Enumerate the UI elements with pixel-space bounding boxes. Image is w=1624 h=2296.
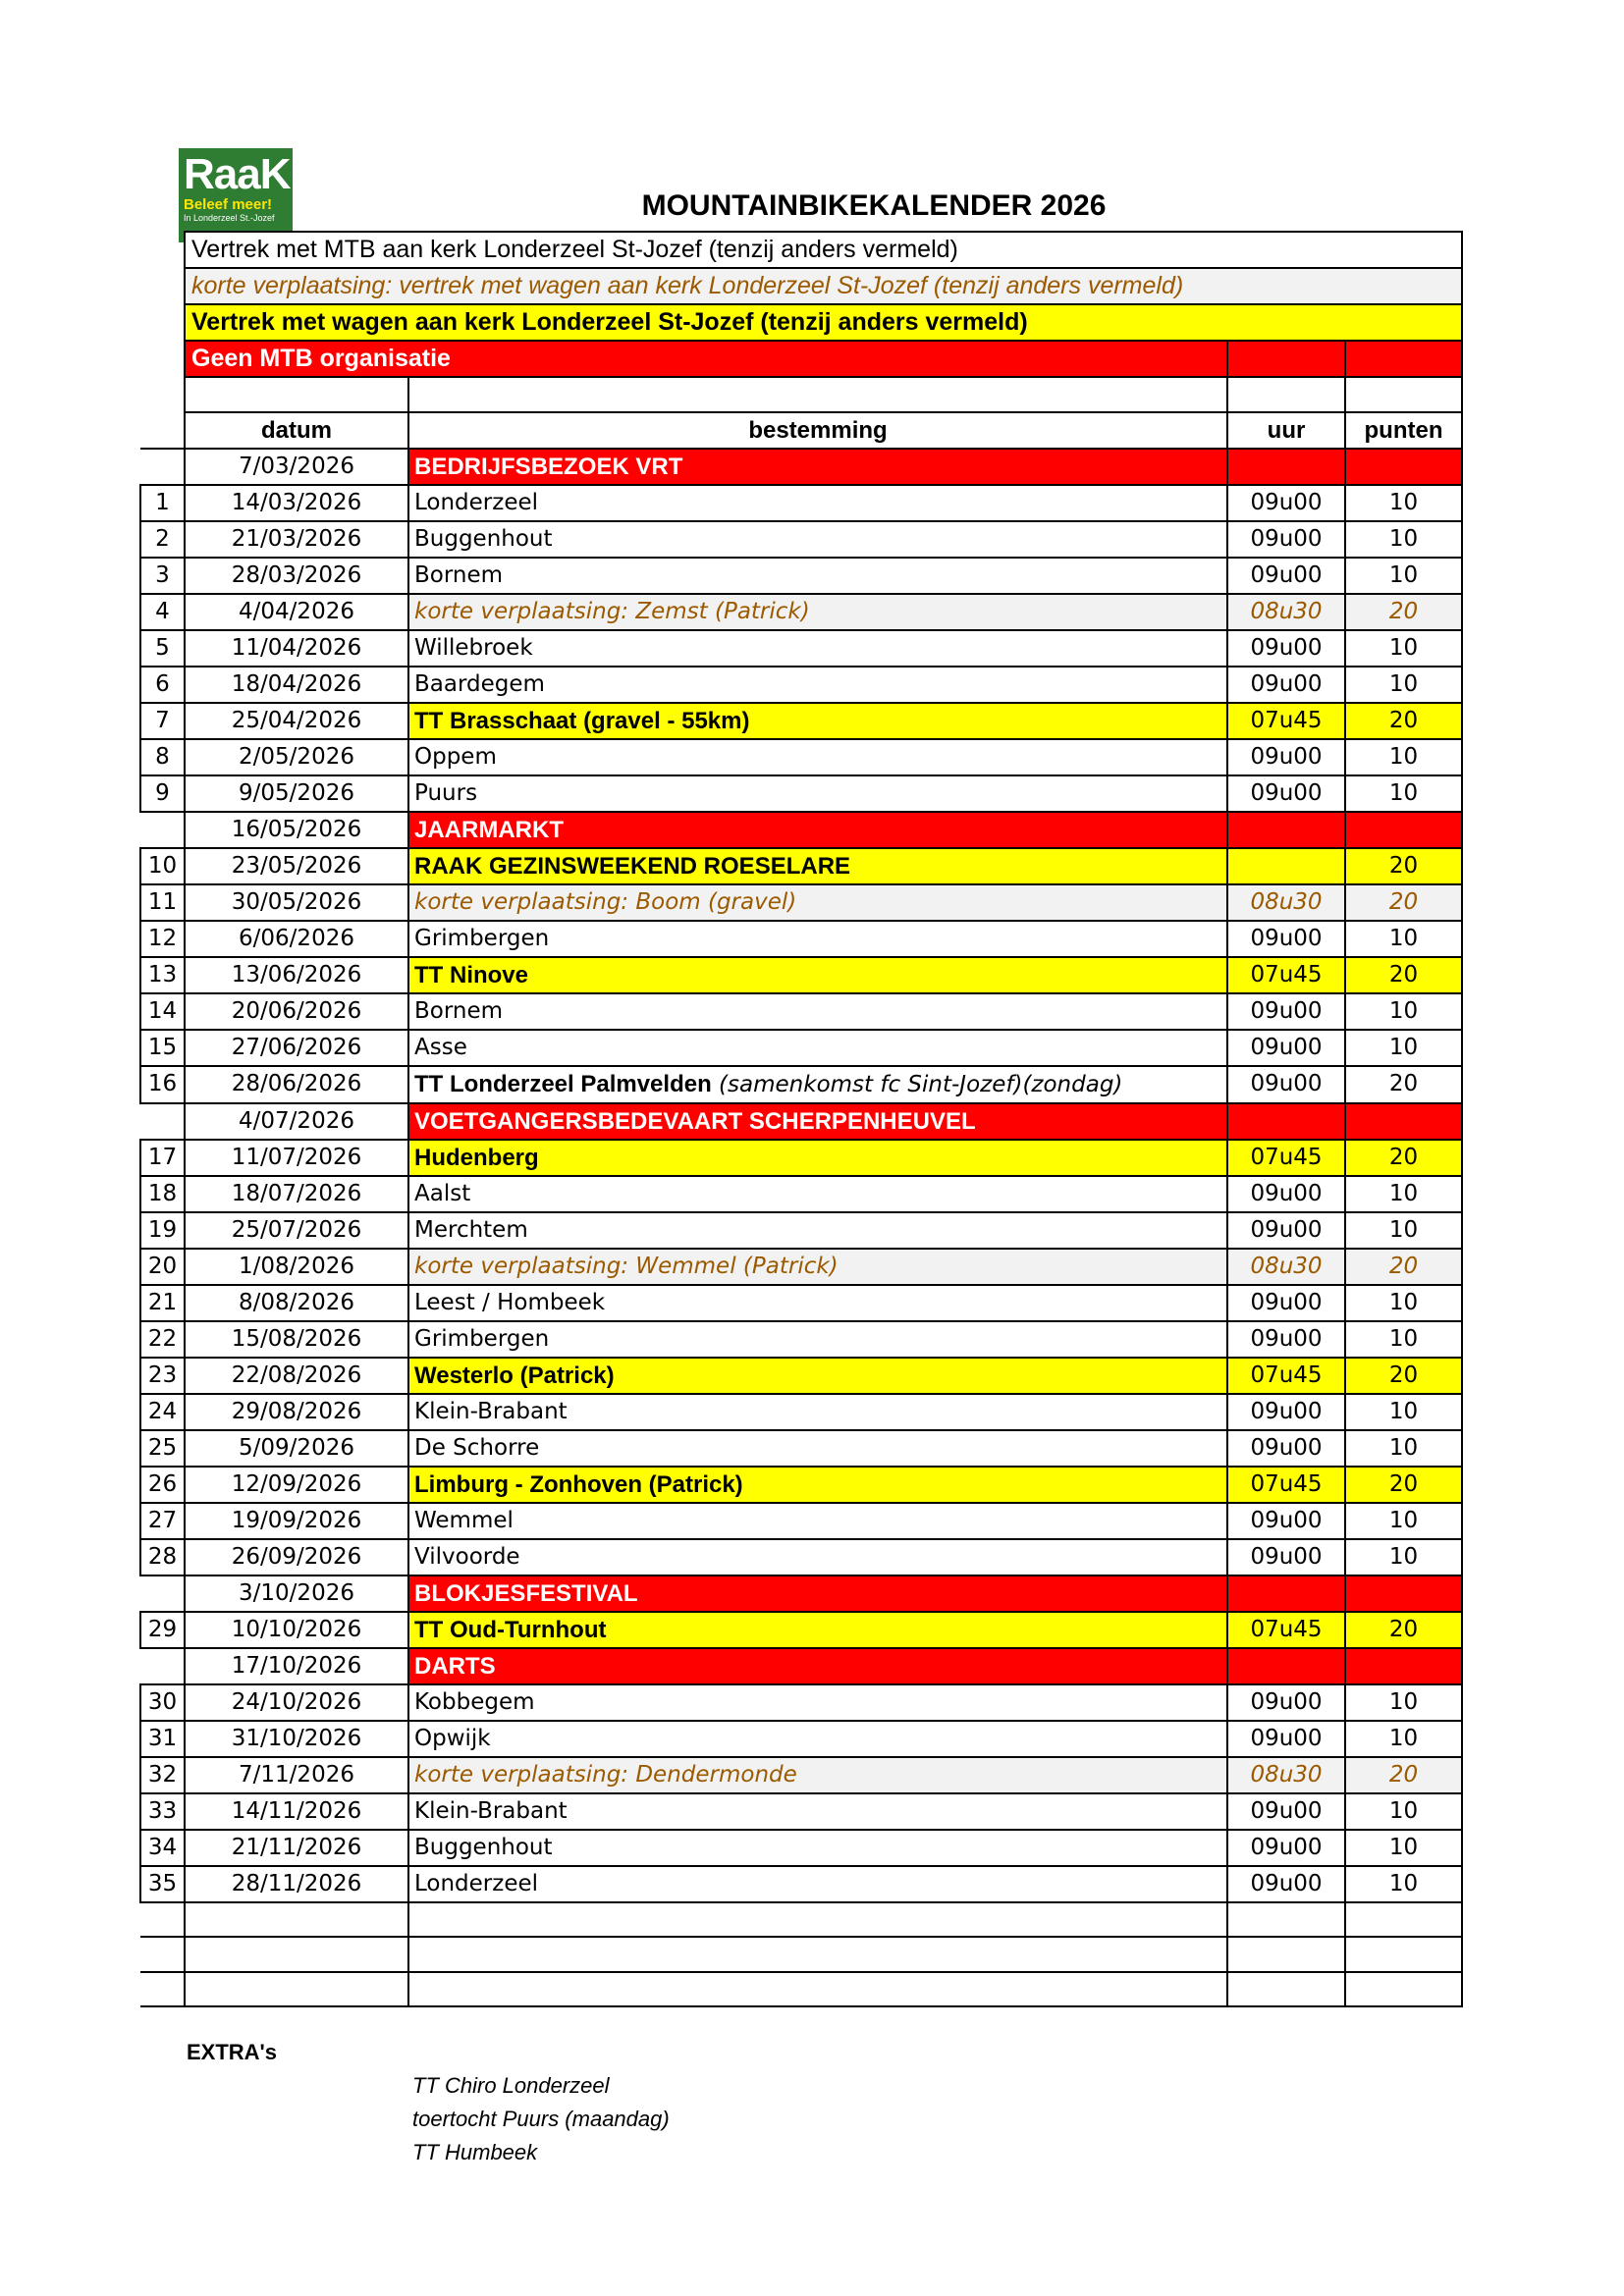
row-bestemming: Merchtem xyxy=(408,1212,1227,1249)
row-number: 32 xyxy=(140,1757,185,1793)
row-uur: 09u00 xyxy=(1227,1721,1345,1757)
row-datum: 28/03/2026 xyxy=(185,558,408,594)
row-uur: 09u00 xyxy=(1227,667,1345,703)
row-punten xyxy=(1345,812,1462,848)
table-row xyxy=(140,1285,1462,1321)
row-number: 34 xyxy=(140,1830,185,1866)
row-bestemming: Hudenberg xyxy=(408,1140,1227,1176)
row-uur: 09u00 xyxy=(1227,993,1345,1030)
row-uur: 07u45 xyxy=(1227,1140,1345,1176)
table-row xyxy=(140,1467,1462,1503)
row-uur: 09u00 xyxy=(1227,1684,1345,1721)
row-punten: 20 xyxy=(1345,594,1462,630)
row-uur xyxy=(1227,1902,1345,1938)
row-datum: 29/08/2026 xyxy=(185,1394,408,1430)
row-number: 24 xyxy=(140,1394,185,1430)
row-punten: 10 xyxy=(1345,1684,1462,1721)
row-punten: 10 xyxy=(1345,1321,1462,1358)
row-uur xyxy=(1227,1103,1345,1140)
legend-row-mtb xyxy=(140,232,1462,268)
row-punten: 10 xyxy=(1345,630,1462,667)
row-uur: 09u00 xyxy=(1227,1539,1345,1575)
table-row xyxy=(140,775,1462,812)
row-uur: 07u45 xyxy=(1227,1467,1345,1503)
row-number: 33 xyxy=(140,1793,185,1830)
row-datum xyxy=(185,1902,408,1938)
row-bestemming: BLOKJESFESTIVAL xyxy=(408,1575,1227,1612)
row-punten xyxy=(1345,1937,1462,1972)
row-uur: 07u45 xyxy=(1227,957,1345,993)
spacer-row xyxy=(140,377,1462,412)
row-uur: 09u00 xyxy=(1227,1866,1345,1902)
row-punten xyxy=(1345,1648,1462,1684)
row-bestemming: Bornem xyxy=(408,993,1227,1030)
row-punten: 20 xyxy=(1345,884,1462,921)
row-datum: 27/06/2026 xyxy=(185,1030,408,1066)
table-row xyxy=(140,1103,1462,1140)
row-bestemming: VOETGANGERSBEDEVAART SCHERPENHEUVEL xyxy=(408,1103,1227,1140)
row-punten: 10 xyxy=(1345,1793,1462,1830)
row-datum: 28/06/2026 xyxy=(185,1066,408,1103)
header-datum: datum xyxy=(185,412,408,449)
row-datum: 23/05/2026 xyxy=(185,848,408,884)
row-number: 15 xyxy=(140,1030,185,1066)
row-bestemming: korte verplaatsing: Zemst (Patrick) xyxy=(408,594,1227,630)
row-bestemming: korte verplaatsing: Wemmel (Patrick) xyxy=(408,1249,1227,1285)
row-punten: 10 xyxy=(1345,667,1462,703)
legend-row-car xyxy=(140,304,1462,341)
row-number: 9 xyxy=(140,775,185,812)
row-datum: 11/07/2026 xyxy=(185,1140,408,1176)
row-number: 6 xyxy=(140,667,185,703)
row-uur: 09u00 xyxy=(1227,1030,1345,1066)
row-bestemming-note: (samenkomst fc Sint-Jozef)(zondag) xyxy=(711,1071,1123,1097)
table-row xyxy=(140,1937,1462,1972)
row-datum: 30/05/2026 xyxy=(185,884,408,921)
row-bestemming: korte verplaatsing: Boom (gravel) xyxy=(408,884,1227,921)
extra-item: toertocht Puurs (maandag) xyxy=(412,2107,670,2131)
table-row xyxy=(140,630,1462,667)
row-bestemming: Limburg - Zonhoven (Patrick) xyxy=(408,1467,1227,1503)
row-bestemming: Londerzeel xyxy=(408,1866,1227,1902)
row-number xyxy=(140,1103,185,1140)
row-datum: 8/08/2026 xyxy=(185,1285,408,1321)
row-bestemming: De Schorre xyxy=(408,1430,1227,1467)
row-uur: 09u00 xyxy=(1227,558,1345,594)
row-uur xyxy=(1227,812,1345,848)
row-punten: 10 xyxy=(1345,1285,1462,1321)
table-row xyxy=(140,1793,1462,1830)
row-bestemming: Leest / Hombeek xyxy=(408,1285,1227,1321)
row-uur: 09u00 xyxy=(1227,1176,1345,1212)
table-row xyxy=(140,1140,1462,1176)
row-bestemming: Opwijk xyxy=(408,1721,1227,1757)
row-datum: 12/09/2026 xyxy=(185,1467,408,1503)
row-datum: 16/05/2026 xyxy=(185,812,408,848)
row-datum: 7/03/2026 xyxy=(185,449,408,485)
row-number: 13 xyxy=(140,957,185,993)
row-punten: 10 xyxy=(1345,739,1462,775)
row-uur: 09u00 xyxy=(1227,1394,1345,1430)
row-uur: 09u00 xyxy=(1227,1066,1345,1103)
row-number xyxy=(140,1937,185,1972)
row-datum: 9/05/2026 xyxy=(185,775,408,812)
row-bestemming: Vilvoorde xyxy=(408,1539,1227,1575)
row-uur: 09u00 xyxy=(1227,1321,1345,1358)
row-uur: 08u30 xyxy=(1227,1757,1345,1793)
row-bestemming: Oppem xyxy=(408,739,1227,775)
row-number: 27 xyxy=(140,1503,185,1539)
row-bestemming xyxy=(408,1902,1227,1938)
row-uur: 07u45 xyxy=(1227,1612,1345,1648)
row-datum: 3/10/2026 xyxy=(185,1575,408,1612)
extras-list xyxy=(412,2069,670,2169)
logo-tagline: Beleef meer! xyxy=(184,196,273,213)
row-uur: 08u30 xyxy=(1227,1249,1345,1285)
row-uur: 08u30 xyxy=(1227,884,1345,921)
logo-subtitle: In Londerzeel St.-Jozef xyxy=(184,213,275,223)
row-number xyxy=(140,1575,185,1612)
table-row xyxy=(140,812,1462,848)
row-datum: 18/07/2026 xyxy=(185,1176,408,1212)
row-number: 2 xyxy=(140,521,185,558)
row-datum: 22/08/2026 xyxy=(185,1358,408,1394)
row-number: 35 xyxy=(140,1866,185,1902)
row-uur xyxy=(1227,1648,1345,1684)
row-punten: 10 xyxy=(1345,1212,1462,1249)
row-punten xyxy=(1345,449,1462,485)
row-bestemming xyxy=(408,1937,1227,1972)
row-punten: 10 xyxy=(1345,1866,1462,1902)
row-uur: 09u00 xyxy=(1227,1285,1345,1321)
row-punten: 10 xyxy=(1345,1430,1462,1467)
row-number: 11 xyxy=(140,884,185,921)
row-number xyxy=(140,1648,185,1684)
row-bestemming-main: TT Londerzeel Palmvelden xyxy=(414,1070,712,1097)
row-bestemming: Buggenhout xyxy=(408,521,1227,558)
row-number: 26 xyxy=(140,1467,185,1503)
legend-car: Vertrek met wagen aan kerk Londerzeel St-Jozef (tenzij anders vermeld) xyxy=(185,304,1462,341)
table-row xyxy=(140,1212,1462,1249)
row-punten: 10 xyxy=(1345,1503,1462,1539)
table-row xyxy=(140,1394,1462,1430)
row-uur: 09u00 xyxy=(1227,1793,1345,1830)
row-uur xyxy=(1227,449,1345,485)
row-bestemming: TT Brasschaat (gravel - 55km) xyxy=(408,703,1227,739)
table-row xyxy=(140,1539,1462,1575)
row-number: 14 xyxy=(140,993,185,1030)
table-row xyxy=(140,848,1462,884)
table-row xyxy=(140,1648,1462,1684)
row-datum: 5/09/2026 xyxy=(185,1430,408,1467)
row-datum: 10/10/2026 xyxy=(185,1612,408,1648)
row-punten: 10 xyxy=(1345,558,1462,594)
table-row xyxy=(140,703,1462,739)
table-row xyxy=(140,485,1462,521)
row-punten xyxy=(1345,1902,1462,1938)
table-row xyxy=(140,1721,1462,1757)
row-number: 20 xyxy=(140,1249,185,1285)
row-uur: 09u00 xyxy=(1227,1430,1345,1467)
legend-row-no-mtb xyxy=(140,341,1462,377)
row-datum: 28/11/2026 xyxy=(185,1866,408,1902)
table-row xyxy=(140,1757,1462,1793)
table-row xyxy=(140,1030,1462,1066)
row-datum: 21/11/2026 xyxy=(185,1830,408,1866)
row-number: 23 xyxy=(140,1358,185,1394)
calendar-table xyxy=(139,231,1463,2007)
raak-logo xyxy=(179,148,293,242)
row-number: 10 xyxy=(140,848,185,884)
table-header xyxy=(140,412,1462,449)
row-bestemming: Buggenhout xyxy=(408,1830,1227,1866)
row-number: 29 xyxy=(140,1612,185,1648)
legend-mtb: Vertrek met MTB aan kerk Londerzeel St-Jozef (tenzij anders vermeld) xyxy=(185,232,1462,268)
row-datum: 25/04/2026 xyxy=(185,703,408,739)
table-row xyxy=(140,449,1462,485)
row-uur: 07u45 xyxy=(1227,1358,1345,1394)
row-datum: 31/10/2026 xyxy=(185,1721,408,1757)
row-datum: 15/08/2026 xyxy=(185,1321,408,1358)
table-row xyxy=(140,1575,1462,1612)
row-datum: 7/11/2026 xyxy=(185,1757,408,1793)
row-datum: 17/10/2026 xyxy=(185,1648,408,1684)
row-bestemming: TT Oud-Turnhout xyxy=(408,1612,1227,1648)
row-datum: 18/04/2026 xyxy=(185,667,408,703)
row-punten: 10 xyxy=(1345,1830,1462,1866)
row-number xyxy=(140,1902,185,1938)
table-row xyxy=(140,1321,1462,1358)
row-bestemming: Londerzeel xyxy=(408,485,1227,521)
row-number: 30 xyxy=(140,1684,185,1721)
row-number: 17 xyxy=(140,1140,185,1176)
row-datum: 4/04/2026 xyxy=(185,594,408,630)
row-datum: 25/07/2026 xyxy=(185,1212,408,1249)
row-datum: 6/06/2026 xyxy=(185,921,408,957)
table-row xyxy=(140,1612,1462,1648)
row-number: 25 xyxy=(140,1430,185,1467)
row-punten: 20 xyxy=(1345,703,1462,739)
row-number: 22 xyxy=(140,1321,185,1358)
row-bestemming: Wemmel xyxy=(408,1503,1227,1539)
row-datum: 1/08/2026 xyxy=(185,1249,408,1285)
row-number: 1 xyxy=(140,485,185,521)
row-bestemming: Klein-Brabant xyxy=(408,1793,1227,1830)
table-row xyxy=(140,1430,1462,1467)
extras-label: EXTRA's xyxy=(187,2040,278,2064)
table-row xyxy=(140,594,1462,630)
row-punten: 10 xyxy=(1345,521,1462,558)
row-datum: 14/11/2026 xyxy=(185,1793,408,1830)
table-row xyxy=(140,1503,1462,1539)
row-bestemming: Baardegem xyxy=(408,667,1227,703)
table-row xyxy=(140,1902,1462,1938)
row-number: 8 xyxy=(140,739,185,775)
row-number xyxy=(140,812,185,848)
row-punten: 20 xyxy=(1345,1467,1462,1503)
row-number xyxy=(140,1972,185,2007)
table-row xyxy=(140,1830,1462,1866)
row-punten: 10 xyxy=(1345,1394,1462,1430)
row-bestemming: Kobbegem xyxy=(408,1684,1227,1721)
row-punten: 20 xyxy=(1345,1757,1462,1793)
row-uur xyxy=(1227,848,1345,884)
row-uur: 09u00 xyxy=(1227,775,1345,812)
header-punten: punten xyxy=(1345,412,1462,449)
row-bestemming: Grimbergen xyxy=(408,1321,1227,1358)
row-number: 19 xyxy=(140,1212,185,1249)
row-number: 12 xyxy=(140,921,185,957)
row-bestemming: korte verplaatsing: Dendermonde xyxy=(408,1757,1227,1793)
row-datum: 21/03/2026 xyxy=(185,521,408,558)
row-bestemming: Aalst xyxy=(408,1176,1227,1212)
row-datum: 24/10/2026 xyxy=(185,1684,408,1721)
table-row xyxy=(140,1972,1462,2007)
table-row xyxy=(140,1249,1462,1285)
row-datum: 11/04/2026 xyxy=(185,630,408,667)
row-punten: 20 xyxy=(1345,1066,1462,1103)
row-uur xyxy=(1227,1575,1345,1612)
row-bestemming: DARTS xyxy=(408,1648,1227,1684)
row-bestemming: Puurs xyxy=(408,775,1227,812)
table-row xyxy=(140,921,1462,957)
row-bestemming: Grimbergen xyxy=(408,921,1227,957)
row-bestemming xyxy=(408,1972,1227,2007)
row-uur: 09u00 xyxy=(1227,1212,1345,1249)
table-row xyxy=(140,993,1462,1030)
legend-short-trip: korte verplaatsing: vertrek met wagen aan kerk Londerzeel St-Jozef (tenzij anders vermeld) xyxy=(185,268,1462,304)
row-uur: 09u00 xyxy=(1227,921,1345,957)
table-row xyxy=(140,1866,1462,1902)
row-number: 5 xyxy=(140,630,185,667)
row-punten xyxy=(1345,1103,1462,1140)
row-datum: 26/09/2026 xyxy=(185,1539,408,1575)
row-bestemming: Klein-Brabant xyxy=(408,1394,1227,1430)
row-uur xyxy=(1227,1972,1345,2007)
row-datum: 13/06/2026 xyxy=(185,957,408,993)
row-punten: 10 xyxy=(1345,1539,1462,1575)
row-uur: 09u00 xyxy=(1227,739,1345,775)
row-punten: 10 xyxy=(1345,921,1462,957)
row-punten: 20 xyxy=(1345,1358,1462,1394)
row-number: 16 xyxy=(140,1066,185,1103)
row-number xyxy=(140,449,185,485)
row-punten: 10 xyxy=(1345,993,1462,1030)
row-punten xyxy=(1345,1575,1462,1612)
row-bestemming: BEDRIJFSBEZOEK VRT xyxy=(408,449,1227,485)
extra-item: TT Chiro Londerzeel xyxy=(412,2073,610,2098)
row-uur: 09u00 xyxy=(1227,1503,1345,1539)
row-datum xyxy=(185,1972,408,2007)
row-punten: 10 xyxy=(1345,1030,1462,1066)
row-uur: 09u00 xyxy=(1227,1830,1345,1866)
row-uur: 09u00 xyxy=(1227,485,1345,521)
row-bestemming: RAAK GEZINSWEEKEND ROESELARE xyxy=(408,848,1227,884)
row-punten: 20 xyxy=(1345,1140,1462,1176)
table-row xyxy=(140,1176,1462,1212)
table-row xyxy=(140,667,1462,703)
extra-item: TT Humbeek xyxy=(412,2140,538,2164)
table-row xyxy=(140,1358,1462,1394)
page-title: MOUNTAINBIKEKALENDER 2026 xyxy=(641,189,1107,222)
row-punten: 20 xyxy=(1345,957,1462,993)
row-bestemming: Asse xyxy=(408,1030,1227,1066)
table-row xyxy=(140,1684,1462,1721)
table-row xyxy=(140,1066,1462,1103)
row-bestemming: Bornem xyxy=(408,558,1227,594)
table-row xyxy=(140,884,1462,921)
row-bestemming xyxy=(408,1066,1227,1103)
row-punten: 20 xyxy=(1345,1612,1462,1648)
row-uur xyxy=(1227,1937,1345,1972)
row-uur: 09u00 xyxy=(1227,521,1345,558)
row-datum: 19/09/2026 xyxy=(185,1503,408,1539)
legend-row-short-trip xyxy=(140,268,1462,304)
row-datum: 20/06/2026 xyxy=(185,993,408,1030)
row-uur: 09u00 xyxy=(1227,630,1345,667)
row-datum: 4/07/2026 xyxy=(185,1103,408,1140)
row-datum: 14/03/2026 xyxy=(185,485,408,521)
header-bestemming: bestemming xyxy=(408,412,1227,449)
header-uur: uur xyxy=(1227,412,1345,449)
row-punten: 10 xyxy=(1345,1721,1462,1757)
row-number: 7 xyxy=(140,703,185,739)
row-number: 4 xyxy=(140,594,185,630)
row-number: 31 xyxy=(140,1721,185,1757)
row-punten: 10 xyxy=(1345,775,1462,812)
row-punten: 10 xyxy=(1345,1176,1462,1212)
row-datum xyxy=(185,1937,408,1972)
row-punten xyxy=(1345,1972,1462,2007)
row-uur: 08u30 xyxy=(1227,594,1345,630)
table-row xyxy=(140,558,1462,594)
table-row xyxy=(140,957,1462,993)
row-number: 3 xyxy=(140,558,185,594)
row-datum: 2/05/2026 xyxy=(185,739,408,775)
table-row xyxy=(140,521,1462,558)
row-number: 21 xyxy=(140,1285,185,1321)
row-bestemming: TT Ninove xyxy=(408,957,1227,993)
row-bestemming: Westerlo (Patrick) xyxy=(408,1358,1227,1394)
table-row xyxy=(140,739,1462,775)
row-bestemming: Willebroek xyxy=(408,630,1227,667)
row-bestemming: JAARMARKT xyxy=(408,812,1227,848)
logo-brand: RaaK xyxy=(184,150,291,198)
row-uur: 07u45 xyxy=(1227,703,1345,739)
row-punten: 20 xyxy=(1345,848,1462,884)
row-punten: 20 xyxy=(1345,1249,1462,1285)
row-punten: 10 xyxy=(1345,485,1462,521)
row-number: 28 xyxy=(140,1539,185,1575)
row-number: 18 xyxy=(140,1176,185,1212)
legend-no-mtb: Geen MTB organisatie xyxy=(185,341,1227,377)
